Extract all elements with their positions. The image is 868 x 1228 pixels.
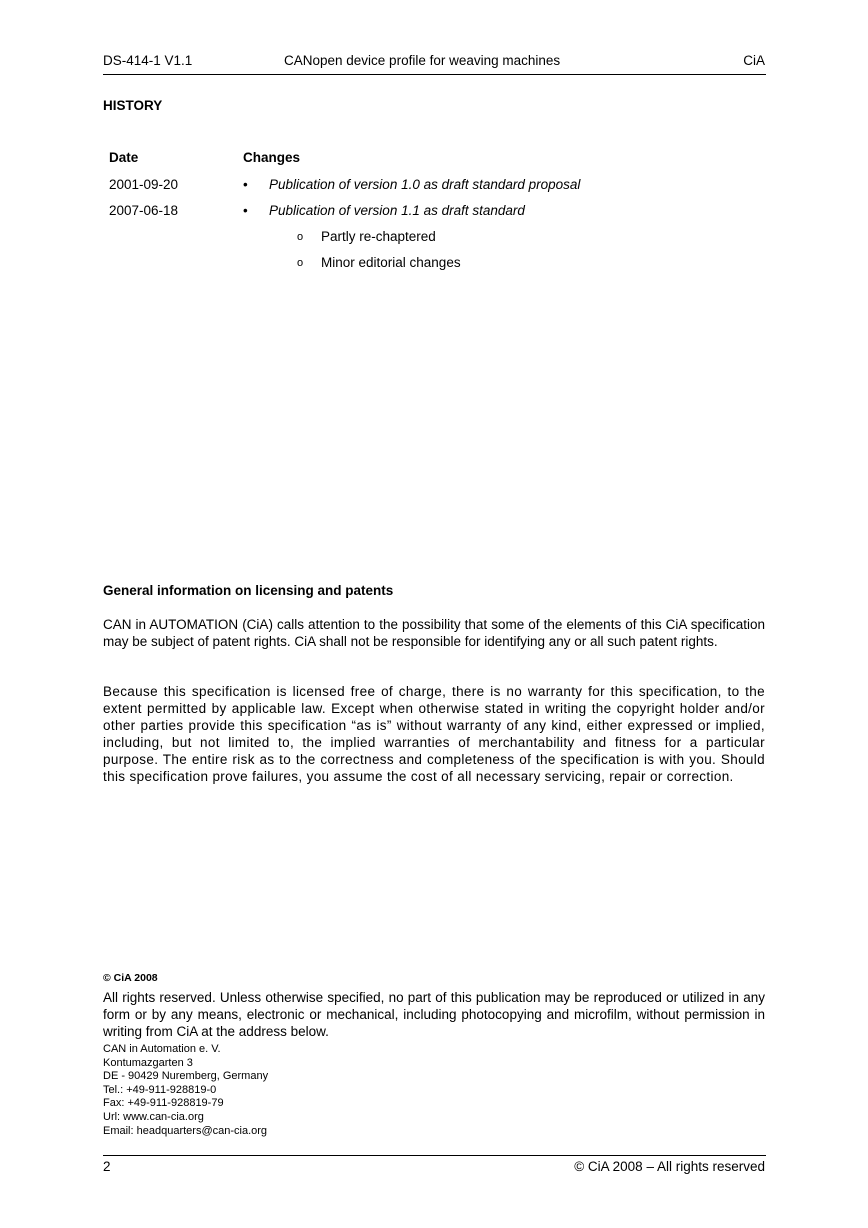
licensing-heading: General information on licensing and patents [103,583,394,598]
changes-column-header: Changes [243,150,301,165]
email-line: Email: headquarters@can-cia.org [103,1124,268,1137]
page-number: 2 [103,1159,111,1174]
document-id: DS-414-1 V1.1 [103,53,193,68]
url-line: Url: www.can-cia.org [103,1110,204,1123]
sub-bullet-marker: o [297,231,304,243]
sub-item-text: Partly re-chaptered [321,229,436,244]
document-title: CANopen device profile for weaving machines [284,53,561,68]
licensing-paragraph-warranty: Because this specification is licensed free of charge, there is no warranty for this specification, to the extent permitted by applicable law. Except when otherwise stated in writing the copyright holder and/or other parties provide this specification “as is” without warranty of any kind, either expressed or implied, including, but not limited to, the implied warranties of merchantability and fitness for a particular purpose. The entire risk as to the correctness and completeness of the specification is with you. Should this specification prove failures, you assume the cost of all necessary servicing, repair or correction. [103,684,765,784]
history-change: Publication of version 1.0 as draft standard proposal [269,177,581,192]
page-header [103,53,766,75]
address-line: Kontumazgarten 3 [103,1056,193,1069]
history-heading: HISTORY [103,98,163,113]
address-line: CAN in Automation e. V. [103,1043,221,1055]
history-date: 2001-09-20 [109,177,179,192]
licensing-paragraph-patents: CAN in AUTOMATION (CiA) calls attention to the possibility that some of the elements of this CiA specification may be subject of patent rights. CiA shall not be responsible for identifying any or all such patent rights. [103,617,765,649]
address-line: DE - 90429 Nuremberg, Germany [103,1070,269,1083]
sub-item-text: Minor editorial changes [321,255,461,270]
history-date: 2007-06-18 [109,203,179,218]
footer-rights: © CiA 2008 – All rights reserved [574,1159,765,1174]
phone-line: Tel.: +49-911-928819-0 [103,1083,217,1096]
sub-bullet-marker: o [297,257,304,269]
fax-line: Fax: +49-911-928819-79 [103,1097,224,1110]
organization: CiA [743,53,765,68]
copyright-paragraph: All rights reserved. Unless otherwise specified, no part of this publication may be reproduced or utilized in any form or by any means, electronic or mechanical, including photocopying and microfilm, without permission in writing from CiA at the address below. [103,990,765,1039]
date-column-header: Date [109,150,139,165]
history-change: Publication of version 1.1 as draft standard [269,203,525,218]
copyright-heading: © CiA 2008 [103,972,158,984]
address-block [103,1043,268,1138]
page-footer [103,1155,766,1177]
bullet-marker: • [243,203,248,218]
bullet-marker: • [243,177,248,192]
